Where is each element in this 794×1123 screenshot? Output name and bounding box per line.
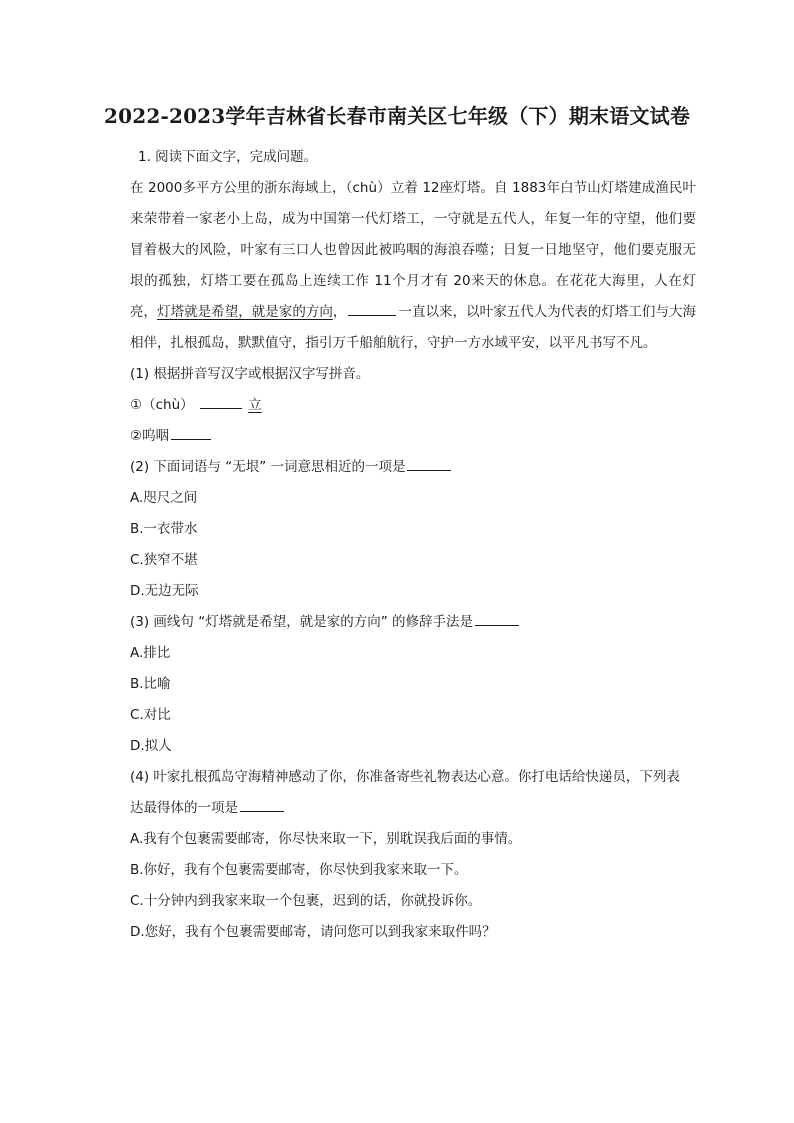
option-a[interactable]: A.排比 [130,645,171,661]
answer-blank[interactable] [171,424,211,440]
answer-blank[interactable] [475,610,519,626]
option-d[interactable]: D.拟人 [130,738,172,754]
option-b[interactable]: B.一衣带水 [130,521,198,537]
answer-blank[interactable] [407,455,451,471]
sub-question-3-text: (3) 画线句 “灯塔就是希望，就是家的方向” 的修辞手法是 [130,614,473,630]
option-b[interactable]: B.你好，我有个包裹需要邮寄，你尽快到我家来取一下。 [130,862,468,878]
passage-text-1: 在 2000多平方公里的浙东海域上，（chù）立着 12座灯塔。自 1883年白节山灯塔建成渔民叶来荣带着一家老小上岛，成为中国第一代灯塔工，一守就是五代人，年复一年的守望，他们要冒着极大的风险，叶家有三口人也曾因此被呜咽的海浪吞噬；日复一日地坚守，他们要克服无垠的孤独，灯塔工要在孤岛上连续工作 11个月才有 20来天的休息。在花花大海里，人在灯亮， [130,180,696,320]
option-a[interactable]: A.咫尺之间 [130,490,198,506]
underlined-sentence: 灯塔就是希望，就是家的方向 [157,304,333,320]
option-c[interactable]: C.十分钟内到我家来取一个包裹，迟到的话，你就投诉你。 [130,893,482,909]
sub-question-1-item-2 [130,421,696,452]
question-heading: 1. 阅读下面文字，完成问题。 [138,149,318,165]
sub-question-4-prompt-line-1: (4) 叶家扎根孤岛守海精神感动了你，你准备寄些礼物表达心意。你打电话给快递员，下列表 [130,769,680,785]
option-d[interactable]: D.无边无际 [130,583,199,599]
passage-text-3: 一直以来，以叶家五代人为代表的灯塔工们与大海相伴，扎根孤岛，默默值守，指引万千船舶航行，守护一方水域平安，以平凡书写不凡。 [130,304,697,351]
sub-question-2-text: (2) 下面词语与 “无垠” 一词意思相近的一项是 [130,459,406,475]
answer-blank[interactable] [240,796,284,812]
question-1 [130,142,696,948]
sub-question-2-prompt [130,452,696,483]
passage-text-2: ， [332,304,347,320]
reading-passage [130,173,696,359]
answer-blank[interactable] [200,393,242,409]
sub-question-4-prompt-line-2 [130,793,696,824]
item-2-prefix: ②呜咽 [130,428,170,444]
option-a[interactable]: A.我有个包裹需要邮寄，你尽快来取一下，别耽误我后面的事情。 [130,831,522,847]
item-1-suffix: 立 [248,397,262,413]
option-d[interactable]: D.您好，我有个包裹需要邮寄，请问您可以到我家来取件吗？ [130,924,496,940]
option-b[interactable]: B.比喻 [130,676,171,692]
option-c[interactable]: C.对比 [130,707,171,723]
option-c[interactable]: C.狭窄不堪 [130,552,198,568]
answer-blank[interactable] [348,300,396,316]
sub-question-4-text: 达最得体的一项是 [130,800,238,816]
sub-question-1-prompt: (1) 根据拼音写汉字或根据汉字写拼音。 [130,366,370,382]
page-title: 2022-2023学年吉林省长春市南关区七年级（下）期末语文试卷 [103,104,691,128]
sub-question-3-prompt [130,607,696,638]
item-1-prefix: ①（chù） [130,397,194,413]
sub-question-1-item-1 [130,390,696,421]
